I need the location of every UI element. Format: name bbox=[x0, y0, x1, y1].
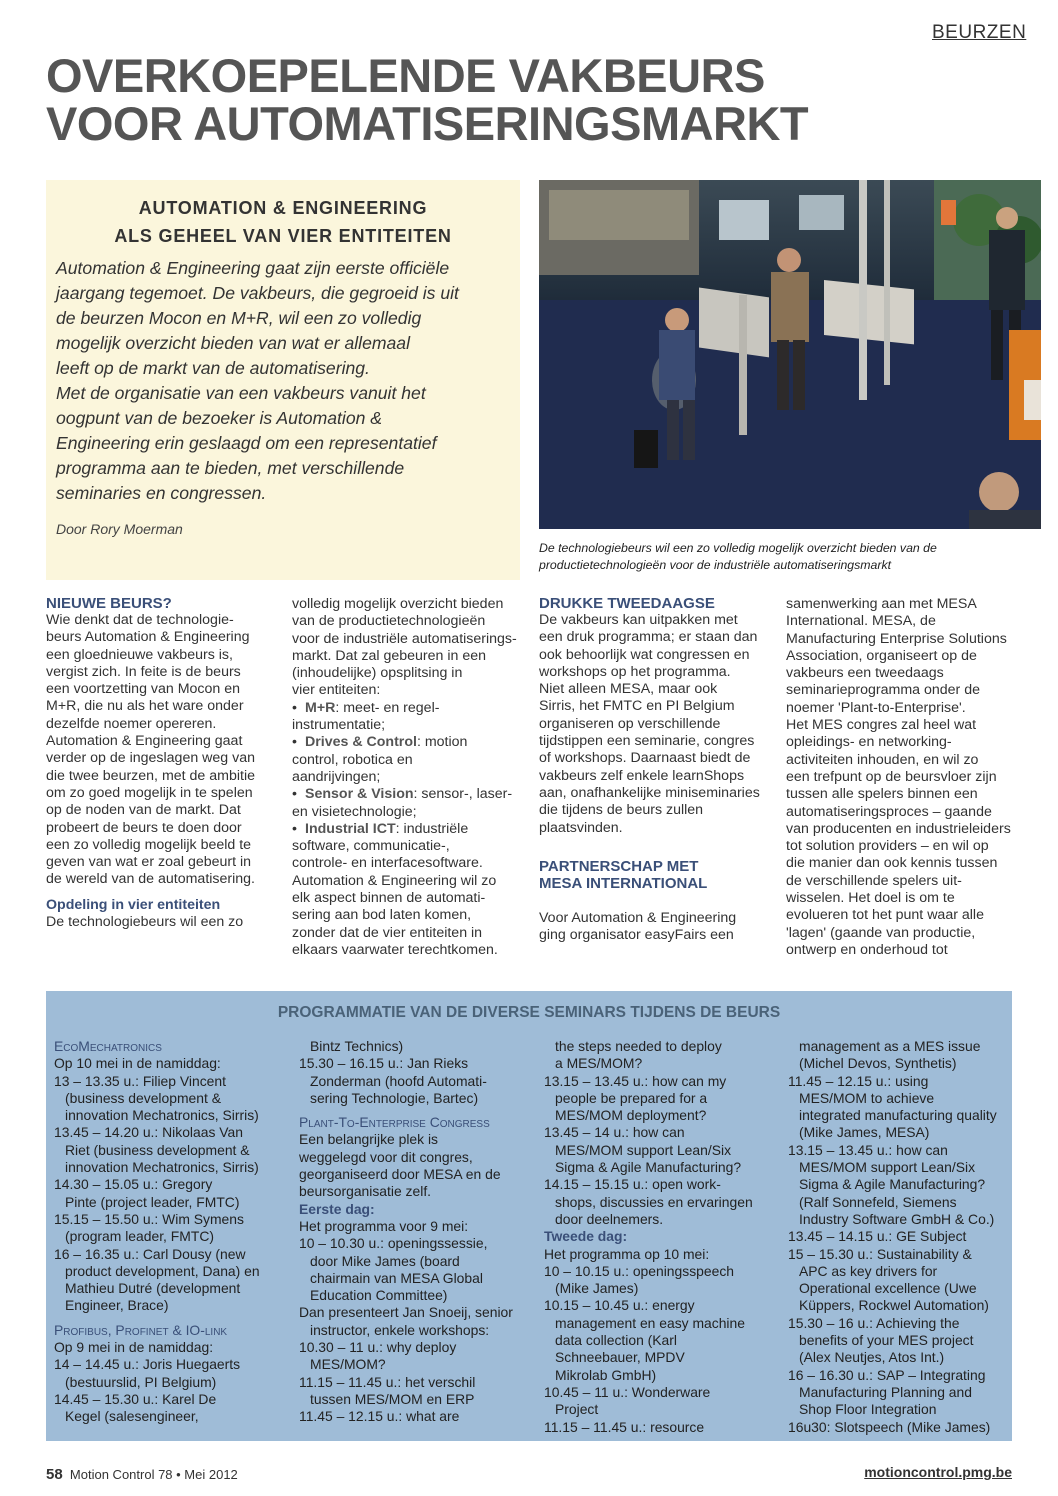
program-line: Mikrolab GmbH) bbox=[555, 1366, 657, 1383]
program-column-3 bbox=[544, 1038, 774, 1436]
program-line: product development, Dana) en bbox=[65, 1262, 260, 1279]
program-line: 13.15 – 13.45 u.: how can my bbox=[544, 1072, 727, 1089]
body-line: ging organisator easyFairs een bbox=[539, 927, 734, 944]
article-column-1 bbox=[46, 596, 276, 931]
program-line: Het programma op 10 mei: bbox=[544, 1245, 710, 1262]
entity-list-item bbox=[292, 734, 527, 751]
body-line: Het MES congres zal heel wat bbox=[786, 717, 977, 734]
body-line: de wereld van de automatisering. bbox=[46, 871, 255, 888]
body-line: of workshops. Daarnaast biedt de bbox=[539, 750, 751, 767]
body-line: vakbeurs een tweedaags bbox=[786, 665, 944, 682]
program-line: 10.45 – 11 u.: Wonderware bbox=[544, 1383, 711, 1400]
body-line: Manufacturing Enterprise Solutions bbox=[786, 630, 1007, 647]
program-line: Het programma voor 9 mei: bbox=[299, 1217, 469, 1234]
entity-description: software, communicatie-, bbox=[292, 838, 450, 855]
program-line: Riet (business development & bbox=[65, 1141, 250, 1158]
program-line: 10.15 – 10.45 u.: energy bbox=[544, 1297, 695, 1314]
body-line: Association, organiseert op de bbox=[786, 647, 977, 664]
body-line: voor de industriële automatiserings- bbox=[292, 630, 517, 647]
program-line: instructor, enkele workshops: bbox=[310, 1321, 490, 1338]
photo-caption bbox=[539, 540, 1039, 574]
program-line: Sigma & Agile Manufacturing? bbox=[555, 1159, 742, 1176]
body-line: tussen alle spelers binnen een bbox=[786, 786, 978, 803]
caption-line: productietechnologieën voor de industriële automatiseringsmarkt bbox=[539, 558, 892, 572]
article-column-2 bbox=[292, 596, 527, 959]
body-line: International. MESA, de bbox=[786, 613, 936, 630]
body-line: Automation & Engineering wil zo bbox=[292, 872, 497, 889]
program-column-2 bbox=[299, 1038, 529, 1426]
program-line: beursorganisatie zelf. bbox=[299, 1183, 432, 1200]
program-line: Education Committee) bbox=[310, 1287, 448, 1304]
program-line: innovation Mechatronics, Sirris) bbox=[65, 1159, 259, 1176]
title-line: OVERKOEPELENDE VAKBEURS bbox=[46, 49, 765, 102]
program-line: Sigma & Agile Manufacturing? bbox=[799, 1176, 986, 1193]
program-section-title: EcoMechatronics bbox=[54, 1038, 162, 1054]
entity-list-item-continuation bbox=[292, 752, 527, 769]
column-body bbox=[292, 596, 527, 700]
column-body bbox=[539, 612, 774, 837]
entity-list-item-continuation bbox=[292, 717, 527, 734]
column-body bbox=[46, 612, 276, 889]
body-line: vergist zich. In feite is de beurs bbox=[46, 663, 241, 680]
program-line: shops, discussies en ervaringen bbox=[555, 1193, 753, 1210]
program-line: MES/MOM support Lean/Six bbox=[555, 1141, 732, 1158]
publication-info: Motion Control 78 • Mei 2012 bbox=[69, 1467, 238, 1482]
program-line: 13.15 – 13.45 u.: how can bbox=[788, 1141, 948, 1158]
entity-description: : sensor-, laser- bbox=[413, 786, 513, 803]
column-subheading: Opdeling in vier entiteiten bbox=[46, 896, 221, 913]
program-day-label: Tweede dag: bbox=[544, 1228, 628, 1245]
body-line: leeft op de markt van de automatisering. bbox=[56, 358, 370, 378]
program-line: 11.15 – 11.45 u.: resource bbox=[544, 1418, 705, 1435]
program-line: (Alex Neutjes, Atos Int.) bbox=[799, 1349, 945, 1366]
body-line: die twee beurzen, met de ambitie bbox=[46, 767, 255, 784]
body-line: M+R, die nu als het ware onder bbox=[46, 698, 244, 715]
program-line: 14.45 – 15.30 u.: Karel De bbox=[54, 1390, 217, 1407]
body-line: seminaries en congressen. bbox=[56, 483, 267, 503]
program-line: (business development & bbox=[65, 1089, 221, 1106]
body-line: activiteiten inhouden, en wil zo bbox=[786, 751, 979, 768]
byline: Door Rory Moerman bbox=[56, 521, 183, 537]
program-line: 14.15 – 15.15 u.: open work- bbox=[544, 1176, 721, 1193]
program-line: 13.45 – 14.20 u.: Nikolaas Van bbox=[54, 1124, 243, 1141]
body-line: Sirris, het FMTC en PI Belgium bbox=[539, 698, 735, 715]
program-line: (Mike James) bbox=[555, 1280, 639, 1297]
body-line: jaargang tegemoet. De vakbeurs, die gegroeid is uit bbox=[56, 283, 459, 303]
program-line: management en easy machine bbox=[555, 1314, 745, 1331]
program-line: 15.30 – 16.15 u.: Jan Rieks bbox=[299, 1055, 469, 1072]
program-section-title: Profibus, Profinet & IO-link bbox=[54, 1321, 228, 1338]
intro-heading-line: AUTOMATION & ENGINEERING bbox=[138, 198, 428, 218]
program-line: a MES/MOM? bbox=[555, 1055, 643, 1072]
program-line: 16u30: Slotspeech (Mike James) bbox=[788, 1418, 991, 1435]
body-line: geven van wat er zoal gebeurt in bbox=[46, 854, 252, 871]
entity-term: Industrial ICT bbox=[305, 820, 396, 837]
body-line: Automation & Engineering gaat bbox=[46, 733, 243, 750]
program-line: MES/MOM support Lean/Six bbox=[799, 1159, 976, 1176]
intro-heading-line: ALS GEHEEL VAN VIER ENTITEITEN bbox=[114, 226, 452, 246]
program-line: people be prepared for a bbox=[555, 1089, 708, 1106]
program-line: Pinte (project leader, FMTC) bbox=[65, 1193, 240, 1210]
body-line: zonder dat de vier entiteiten in bbox=[292, 924, 483, 941]
program-line: 13.45 – 14 u.: how can bbox=[544, 1124, 685, 1141]
body-line: probeert de beurs te doen door bbox=[46, 819, 242, 836]
program-line: Kegel (salesengineer, bbox=[65, 1408, 199, 1425]
body-line: Wie denkt dat de technologie- bbox=[46, 612, 234, 628]
body-line: die tijdens de beurs zullen bbox=[539, 802, 704, 819]
body-line: evolueren tot het punt waar alle bbox=[786, 907, 984, 924]
body-line: Niet alleen MESA, maar ook bbox=[539, 681, 718, 698]
body-line: Met de organisatie van een vakbeurs vanuit het bbox=[56, 383, 426, 403]
program-line: Een belangrijke plek is bbox=[299, 1131, 438, 1148]
bullet-icon: • bbox=[292, 734, 297, 751]
program-line: 15.15 – 15.50 u.: Wim Symens bbox=[54, 1210, 244, 1227]
website-link[interactable]: motioncontrol.pmg.be bbox=[864, 1464, 1012, 1480]
program-line: Op 9 mei in de namiddag: bbox=[54, 1339, 214, 1356]
program-line: APC as key drivers for bbox=[799, 1262, 938, 1279]
intro-lead bbox=[56, 256, 514, 506]
body-line: De technologiebeurs wil een zo bbox=[46, 914, 244, 931]
page-footer bbox=[46, 1466, 238, 1483]
body-line: mogelijk overzicht bieden van wat er allemaal bbox=[56, 333, 411, 353]
trade-fair-photo-image bbox=[539, 180, 1041, 529]
body-line: markt. Dat zal gebeuren in een bbox=[292, 647, 487, 664]
trade-fair-photo bbox=[539, 180, 1041, 529]
program-line: 13 – 13.35 u.: Filiep Vincent bbox=[54, 1072, 226, 1089]
body-line: aan, onafhankelijke miniseminaries bbox=[539, 784, 760, 801]
program-line: Bintz Technics) bbox=[310, 1038, 404, 1054]
body-line: van de productietechnologieën bbox=[292, 613, 486, 630]
body-line: een voortzetting van Mocon en bbox=[46, 681, 241, 698]
body-line: een zo volledig mogelijk beeld te bbox=[46, 836, 252, 853]
program-line: (Mike James, MESA) bbox=[799, 1124, 930, 1141]
body-line: beurs Automation & Engineering bbox=[46, 629, 250, 646]
entity-list-item bbox=[292, 700, 527, 717]
body-line: 'lagen' (gaande van productie, bbox=[786, 924, 976, 941]
program-line: Zonderman (hoofd Automati- bbox=[310, 1072, 487, 1089]
program-line: 14 – 14.45 u.: Joris Huegaerts bbox=[54, 1356, 241, 1373]
program-line: weggelegd voor dit congres, bbox=[299, 1148, 473, 1165]
body-line: de verschillende spelers uit- bbox=[786, 872, 962, 889]
body-line: een trefpunt op de beursvloer zijn bbox=[786, 768, 997, 785]
program-line: georganiseerd door MESA en de bbox=[299, 1166, 501, 1183]
program-line: 14.30 – 15.05 u.: Gregory bbox=[54, 1176, 213, 1193]
article-column-3 bbox=[539, 596, 774, 944]
program-line: 15.30 – 16 u.: Achieving the bbox=[788, 1314, 960, 1331]
program-line: Shop Floor Integration bbox=[799, 1401, 937, 1418]
program-line: 10 – 10.30 u.: openingssessie, bbox=[299, 1235, 488, 1252]
program-line: 10.30 – 11 u.: why deploy bbox=[299, 1339, 457, 1356]
program-line: management as a MES issue bbox=[799, 1038, 981, 1054]
body-line: noemer 'Plant-to-Enterprise'. bbox=[786, 699, 966, 716]
body-line: vakbeurs zelf enkele learnShops bbox=[539, 767, 745, 784]
entity-list-item bbox=[292, 786, 527, 803]
body-line: seminarieprogramma onder de bbox=[786, 682, 980, 699]
entity-description: aandrijvingen; bbox=[292, 768, 381, 785]
body-line: vier entiteiten: bbox=[292, 682, 381, 699]
column-heading: DRUKKE TWEEDAAGSE bbox=[539, 595, 715, 612]
body-line: sering aan bod laten komen, bbox=[292, 907, 472, 924]
entity-list-item bbox=[292, 821, 527, 838]
body-line: De vakbeurs kan uitpakken met bbox=[539, 612, 738, 628]
body-line: op de noden van de markt. Dat bbox=[46, 802, 241, 819]
program-heading: PROGRAMMATIE VAN DE DIVERSE SEMINARS TIJDENS DE BEURS bbox=[277, 1004, 781, 1021]
entity-description: en visietechnologie; bbox=[292, 803, 417, 820]
program-line: integrated manufacturing quality bbox=[799, 1107, 997, 1124]
body-line: ook behoorlijk wat congressen en bbox=[539, 646, 750, 663]
body-line: Automation & Engineering gaat zijn eerste officiële bbox=[56, 258, 450, 278]
program-line: 15 – 15.30 u.: Sustainability & bbox=[788, 1245, 972, 1262]
program-line: MES/MOM? bbox=[310, 1356, 386, 1373]
body-line: elk aspect binnen de automati- bbox=[292, 890, 486, 907]
program-line: the steps needed to deploy bbox=[555, 1038, 722, 1054]
program-line: Operational excellence (Uwe bbox=[799, 1280, 977, 1297]
program-day-label: Eerste dag: bbox=[299, 1200, 375, 1217]
entity-list-item-continuation bbox=[292, 769, 527, 786]
body-line: organiseren op verschillende bbox=[539, 715, 721, 732]
body-line: volledig mogelijk overzicht bieden bbox=[292, 596, 504, 612]
program-line: Project bbox=[555, 1401, 599, 1418]
program-line: data collection (Karl bbox=[555, 1332, 677, 1349]
column-heading bbox=[539, 858, 774, 892]
body-line: workshops op het programma. bbox=[539, 663, 731, 680]
program-line: sering Technologie, Bartec) bbox=[310, 1089, 479, 1106]
body-line: plaatsvinden. bbox=[539, 819, 623, 836]
column-body bbox=[292, 873, 527, 959]
entity-list-item-continuation bbox=[292, 804, 527, 821]
program-column-4 bbox=[788, 1038, 1012, 1436]
program-line: Küppers, Rockwel Automation) bbox=[799, 1297, 989, 1314]
section-tag: BEURZEN bbox=[932, 22, 1027, 43]
body-line: dezelfde noemer opereren. bbox=[46, 715, 217, 732]
entity-description: instrumentatie; bbox=[292, 717, 386, 734]
entity-term: M+R bbox=[305, 699, 336, 716]
entity-description: controle- en interfacesoftware. bbox=[292, 855, 483, 872]
program-line: tussen MES/MOM en ERP bbox=[310, 1390, 475, 1407]
body-line: een gloednieuwe vakbeurs is, bbox=[46, 646, 233, 663]
bullet-icon: • bbox=[292, 786, 297, 803]
body-line: wisselen. Het doel is om te bbox=[786, 890, 955, 907]
program-line: MES/MOM to achieve bbox=[799, 1089, 935, 1106]
program-line: 11.45 – 12.15 u.: what are bbox=[299, 1408, 460, 1425]
program-line: door Mike James (board bbox=[310, 1252, 460, 1269]
bullet-icon: • bbox=[292, 699, 297, 716]
body-line: tot solution providers – en wil op bbox=[786, 838, 989, 855]
program-line: Industry Software GmbH & Co.) bbox=[799, 1210, 995, 1227]
body-line: de beurzen Mocon en M+R, wil een zo volledig bbox=[56, 308, 422, 328]
article-column-4 bbox=[786, 596, 1026, 959]
body-line: opleidings- en networking- bbox=[786, 734, 952, 751]
heading-line: MESA INTERNATIONAL bbox=[539, 874, 708, 892]
entity-description: : meet- en regel- bbox=[335, 699, 440, 716]
entity-description: control, robotica en bbox=[292, 751, 413, 768]
entity-term: Drives & Control bbox=[305, 734, 417, 751]
program-line: 11.15 – 11.45 u.: het verschil bbox=[299, 1373, 476, 1390]
body-line: van producenten en industrieleiders bbox=[786, 820, 1011, 837]
program-line: MES/MOM deployment? bbox=[555, 1107, 707, 1124]
program-line: innovation Mechatronics, Sirris) bbox=[65, 1107, 259, 1124]
program-line: 10 – 10.15 u.: openingsspeech bbox=[544, 1262, 734, 1279]
program-line: Op 10 mei in de namiddag: bbox=[54, 1055, 221, 1072]
title-line: VOOR AUTOMATISERINGSMARKT bbox=[46, 97, 809, 150]
entity-list-item-continuation bbox=[292, 855, 527, 872]
column-heading: NIEUWE BEURS? bbox=[46, 595, 172, 612]
program-line: Manufacturing Planning and bbox=[799, 1383, 972, 1400]
entity-term: Sensor & Vision bbox=[305, 786, 414, 803]
body-line: programma aan te bieden, met verschillende bbox=[56, 458, 405, 478]
column-body bbox=[786, 596, 1026, 959]
program-line: benefits of your MES project bbox=[799, 1332, 974, 1349]
body-line: om zo goed mogelijk in te spelen bbox=[46, 784, 253, 801]
program-line: 11.45 – 12.15 u.: using bbox=[788, 1072, 929, 1089]
program-line: Schneebauer, MPDV bbox=[555, 1349, 685, 1366]
intro-heading bbox=[46, 194, 520, 250]
body-line: tijdstippen een seminarie, congres bbox=[539, 733, 755, 750]
article-title bbox=[46, 49, 1036, 150]
body-line: samenwerking aan met MESA bbox=[786, 596, 977, 612]
program-line: 13.45 – 14.15 u.: GE Subject bbox=[788, 1228, 967, 1245]
heading-line: PARTNERSCHAP MET bbox=[539, 857, 699, 875]
program-line: (Ralf Sonnefeld, Siemens bbox=[799, 1193, 957, 1210]
entity-list bbox=[292, 700, 527, 873]
caption-line: De technologiebeurs wil een zo volledig mogelijk overzicht bieden van de bbox=[539, 541, 937, 555]
body-line: oogpunt van de bezoeker is Automation & bbox=[56, 408, 383, 428]
body-line: verder op de ingeslagen weg van bbox=[46, 750, 256, 767]
program-line: (bestuurslid, PI Belgium) bbox=[65, 1373, 217, 1390]
program-line: Engineer, Brace) bbox=[65, 1297, 169, 1314]
body-line: automatiseringsproces – gaande bbox=[786, 803, 992, 820]
program-column-1 bbox=[54, 1038, 284, 1426]
entity-description: : motion bbox=[416, 734, 468, 751]
program-line: 16 – 16.30 u.: SAP – Integrating bbox=[788, 1366, 986, 1383]
program-line: 16 – 16.35 u.: Carl Dousy (new bbox=[54, 1245, 246, 1262]
program-line: (program leader, FMTC) bbox=[65, 1228, 214, 1245]
body-line: elkaars vaarwater terechtkomen. bbox=[292, 941, 498, 958]
program-section-title: Plant-To-Enterprise Congress bbox=[299, 1114, 490, 1131]
body-line: Voor Automation & Engineering bbox=[539, 909, 737, 926]
body-line: die manier dan ook kennis tussen bbox=[786, 855, 998, 872]
program-line: door deelnemers. bbox=[555, 1210, 664, 1227]
entity-list-item-continuation bbox=[292, 838, 527, 855]
program-line: (Michel Devos, Synthetis) bbox=[799, 1055, 957, 1072]
program-line: Dan presenteert Jan Snoeij, senior bbox=[299, 1304, 513, 1321]
program-line: chairmain van MESA Global bbox=[310, 1269, 483, 1286]
bullet-icon: • bbox=[292, 820, 297, 837]
page-number: 58 bbox=[46, 1466, 63, 1483]
column-body bbox=[539, 910, 774, 945]
body-line: ontwerp en onderhoud tot bbox=[786, 941, 948, 958]
body-line: een druk programma; er staan dan bbox=[539, 629, 758, 646]
entity-description: : industriële bbox=[395, 820, 469, 837]
program-line: Mathieu Dutré (development bbox=[65, 1280, 241, 1297]
body-line: Engineering erin geslaagd om een representatief bbox=[56, 433, 437, 453]
body-line: (inhoudelijke) opsplitsing in bbox=[292, 665, 463, 682]
